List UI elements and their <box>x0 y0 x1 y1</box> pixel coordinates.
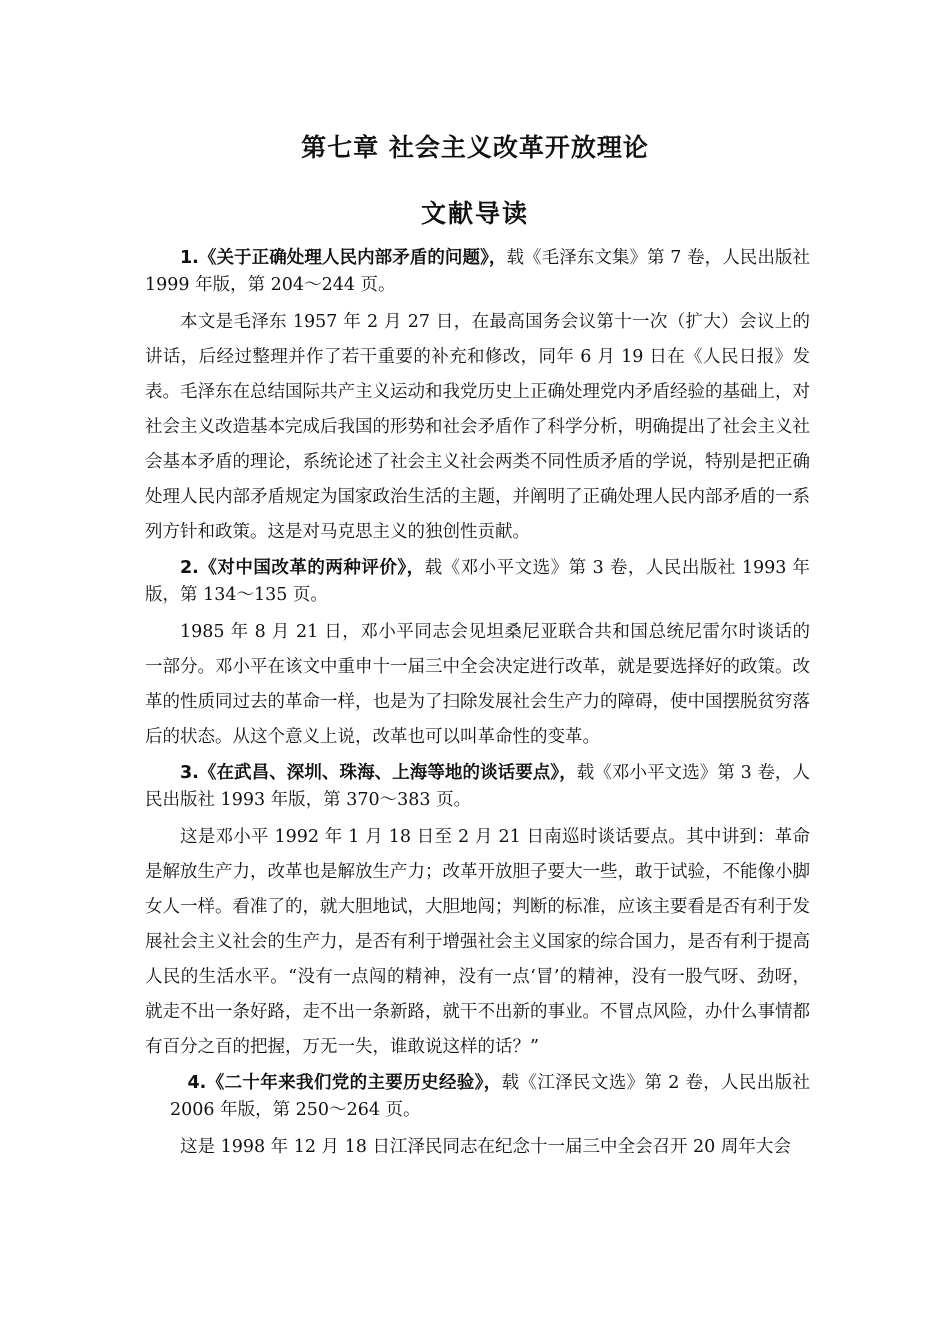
section-title: 文献导读 <box>420 199 529 228</box>
reference-summary-4: 这是 1998 年 12 月 18 日江泽民同志在纪念十一届三中全会召开 20 周年大会 <box>180 1137 791 1157</box>
reference-citation: 载《江泽民文选》第 2 卷，人民出版社 2006 年版，第 250～264 页。 <box>170 1073 810 1120</box>
reference-citation: 载《邓小平文选》第 3 卷，人民出版社 1993 年版，第 370～383 页。 <box>145 763 810 810</box>
reference-summary-3: 这是邓小平 1992 年 1 月 18 日至 2 月 21 日南巡时谈话要点。其中讲到：革命是解放生产力，改革也是解放生产力；改革开放胆子要大一些，敢于试验，不能像小脚女人一样。看准了的，就大胆地试，大胆地闯；判断的标准，应该主要看是否有利于发展社会主义社会的生产力，是否有利于增强社会主义国家的综合国力，是否有利于提高人民的生活水平。“没有一点闯的精神，没有一点‘冒’的精神，没有一股气呀、劲呀，就走不出一条好路，走不出一条新路，就干不出新的事业。不冒点风险，办什么事情都有百分之百的把握，万无一失，谁敢说这样的话？” <box>145 827 810 1057</box>
chapter-title: 第七章 社会主义改革开放理论 <box>301 133 649 162</box>
reference-number: 3. <box>180 763 199 783</box>
reading-list <box>145 245 810 1170</box>
reference-summary-2: 1985 年 8 月 21 日，邓小平同志会见坦桑尼亚联合共和国总统尼雷尔时谈话的一部分。邓小平在该文中重申十一届三中全会决定进行改革，就是要选择好的政策。改革的性质同过去的革命一样，也是为了扫除发展社会生产力的障碍，使中国摆脱贫穷落后的状态。从这个意义上说，改革也可以叫革命性的变革。 <box>145 622 810 747</box>
reference-title: 《在武昌、深圳、珠海、上海等地的谈话要点》， <box>198 763 577 783</box>
reference-citation: 载《毛泽东文集》第 7 卷，人民出版社 1999 年版，第 204～244 页。 <box>145 248 810 295</box>
reference-entry-2 <box>145 555 810 609</box>
reference-citation: 载《邓小平文选》第 3 卷，人民出版社 1993 年版，第 134～135 页。 <box>145 558 810 605</box>
reference-number: 2. <box>180 558 199 578</box>
reference-title: 《关于正确处理人民内部矛盾的问题》， <box>198 248 507 268</box>
reference-summary-1: 本文是毛泽东 1957 年 2 月 27 日，在最高国务会议第十一次（扩大）会议上的讲话，后经过整理并作了若干重要的补充和修改，同年 6 月 19 日在《人民日报》发表。毛泽东在总结国际共产主义运动和我党历史上正确处理党内矛盾经验的基础上，对社会主义改造基本完成后我国的形势和社会矛盾作了科学分析，明确提出了社会主义社会基本矛盾的理论，系统论述了社会主义社会两类不同性质矛盾的学说，特别是把正确处理人民内部矛盾规定为国家政治生活的主题，并阐明了正确处理人民内部矛盾的一系列方针和政策。这是对马克思主义的独创性贡献。 <box>145 312 810 542</box>
reference-number: 1. <box>180 248 199 268</box>
reference-entry-4 <box>170 1070 810 1124</box>
reference-number: 4. <box>187 1073 207 1093</box>
reference-entry-1 <box>145 245 810 299</box>
reference-title: 《二十年来我们党的主要历史经验》， <box>206 1073 502 1093</box>
reference-entry-3 <box>145 760 810 814</box>
reference-title: 《对中国改革的两种评价》， <box>198 558 425 578</box>
